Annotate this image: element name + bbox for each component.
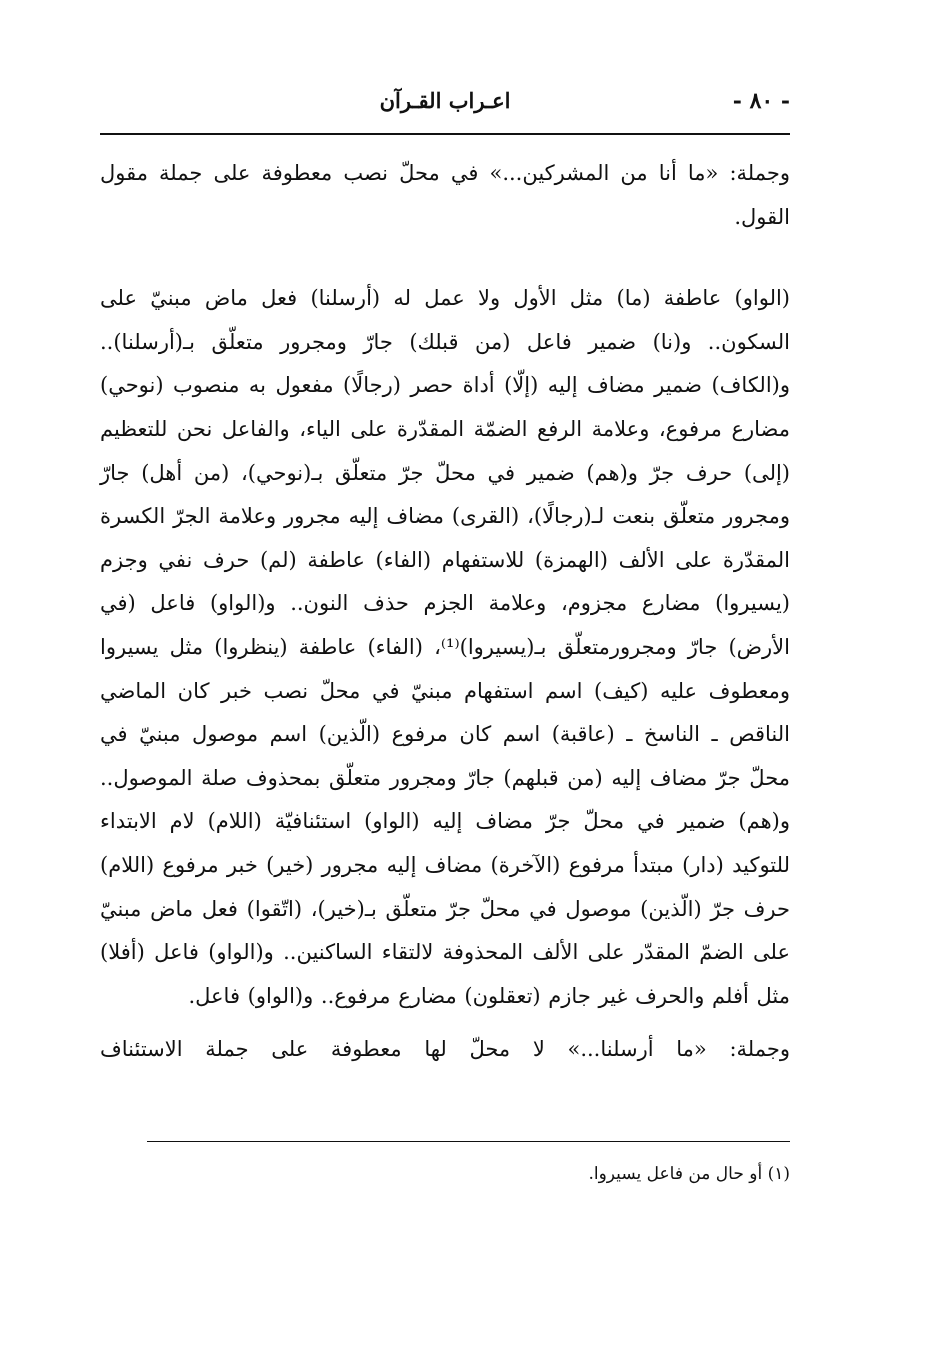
paragraph-2: (الواو) عاطفة (ما) مثل الأول ولا عمل له (أرسلنا) فعل ماض مبنيّ على السكون.. و(نا) ضمير فاعل (من قبلك) جارّ ومجرور متعلّق بـ(أرسلنا).. و(الكاف) ضمير مضاف إليه (إلّا) أداة حصر (رجالًا) مفعول به منصوب (نوحي) مضارع مرفوع، وعلامة الرفع الضمّة المقدّرة على الياء، والفاعل نحن للتعظيم (إلى) حرف جرّ و(هم) ضمير في محلّ جرّ متعلّق بـ(نوحي)، (من أهل) جارّ ومجرور متعلّق بنعت لـ(رجالًا)، (القرى) مضاف إليه مجرور وعلامة الجرّ الكسرة المقدّرة على الألف (الهمزة) للاستفهام (الفاء) عاطفة (لم) حرف نفي وجزم (يسيروا) مضارع مجزوم، وعلامة الجزم حذف النون.. و(الواو) فاعل (في الأرض) جارّ ومجرورمتعلّق بـ(يسيروا)⁽¹⁾، (الفاء) عاطفة (ينظروا) مثل يسيروا ومعطوف عليه (كيف) اسم استفهام مبنيّ في محلّ نصب خبر كان الماضي الناقص ـ الناسخ ـ (عاقبة) اسم كان مرفوع (الّذين) اسم موصول مبنيّ في محلّ جرّ مضاف إليه (من قبلهم) جارّ ومجرور متعلّق بمحذوف صلة الموصول.. و(هم) ضمير في محلّ جرّ مضاف إليه (الواو) استئنافيّة (اللام) لام الابتداء للتوكيد (دار) مبتدأ مرفوع (الآخرة) مضاف إليه مجرور (خير) خبر مرفوع (اللام) حرف جرّ (الّذين) موصول في محلّ جرّ متعلّق بـ(خير)، (اتّقوا) فعل ماض مبنيّ على الضمّ المقدّر على الألف المحذوفة لالتقاء الساكنين.. و(الواو) فاعل (أفلا) مثل أفلم والحرف غير جازم (تعقلون) مضارع مرفوع.. و(الواو) فاعل. (100, 286, 790, 1008)
header-rule (100, 133, 790, 135)
running-title: اعـراب القـرآن (379, 88, 511, 113)
paragraph-3: وجملة: «ما أرسلنا...» لا محلّ لها معطوفة على جملة الاستئناف (100, 1037, 790, 1062)
footnote-rule (147, 1141, 790, 1142)
body-text (100, 152, 790, 1072)
paragraph-1: وجملة: «ما أنا من المشركين...» في محلّ نصب معطوفة على جملة مقول القول. (100, 161, 790, 229)
page-number: - ٨٠ - (732, 88, 790, 114)
page-header (100, 88, 790, 128)
footnote: (١) أو حال من فاعل يسيروا. (588, 1164, 790, 1184)
